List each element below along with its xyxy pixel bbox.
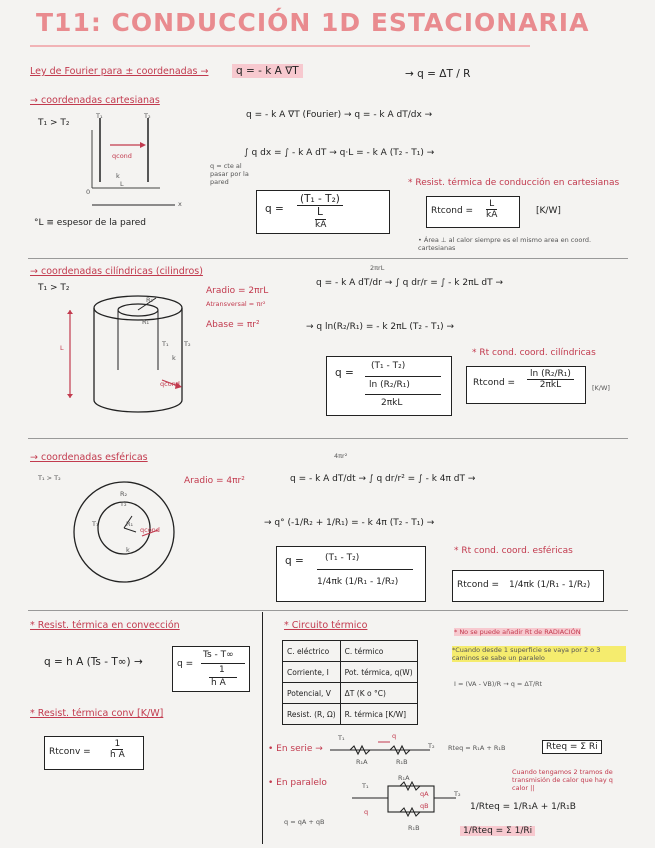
cartesian-wall-diagram bbox=[60, 110, 190, 215]
convection-resistance-header: * Resist. térmica conv [K/W] bbox=[30, 708, 164, 719]
cartesian-result-box: q = $\frac{\text{(T₁ - T₂)}}{L}$ kA bbox=[256, 190, 390, 234]
circuit-note-parallel: *Cuando desde 1 superficie se vaya por 2 o 3 caminos se sabe un paralelo bbox=[452, 646, 626, 662]
parallel-qa: qA bbox=[420, 790, 429, 798]
parallel-r1: R₁A bbox=[398, 774, 410, 782]
cartesian-box-den-top: L bbox=[317, 206, 323, 218]
cylinder-r1: R₁ bbox=[142, 318, 150, 326]
cartesian-res-label: Rtcond = bbox=[431, 206, 474, 216]
spherical-condition: T₁ > T₂ bbox=[38, 474, 61, 482]
cylinder-eq1: q = - k A dT/dr → ∫ q dr/r = ∫ - k 2πL dT → bbox=[316, 278, 503, 288]
parallel-note: Cuando tengamos 2 tramos de transmisión de calor que hay q calor || bbox=[512, 768, 613, 792]
table-cell: Resist. (R, Ω) bbox=[283, 704, 341, 725]
convection-res-num: 1 bbox=[112, 739, 124, 750]
fourier-law: q = - k A ∇T bbox=[232, 64, 303, 78]
cylinder-r2: R₂ bbox=[146, 296, 154, 304]
table-cell: C. eléctrico bbox=[283, 641, 341, 662]
circuit-note-radiation: * No se puede añadir Rt de RADIACIÓN bbox=[454, 628, 581, 636]
cylinder-eq1-above: 2πrL bbox=[370, 264, 385, 272]
sphere-res-label: Rtcond = bbox=[457, 580, 500, 590]
sphere-k: k bbox=[126, 546, 130, 554]
cylinder-t2: T₂ bbox=[184, 340, 191, 348]
table-cell: Potencial, V bbox=[283, 683, 341, 704]
cylinder-box-den-top: ln (R₂/R₁) bbox=[369, 380, 410, 390]
sphere-qcond: qcond bbox=[140, 526, 160, 534]
cylinder-res-num: ln (R₂/R₁) bbox=[527, 369, 574, 380]
cylinder-k: k bbox=[172, 354, 176, 362]
series-t2: T₂ bbox=[428, 742, 435, 750]
parallel-eq-general: 1/Rteq = Σ 1/Ri bbox=[460, 826, 535, 836]
fourier-header: Ley de Fourier para ± coordenadas → bbox=[30, 66, 209, 77]
convection-result-box: q = Ts - T∞ 1 h A bbox=[172, 646, 250, 692]
sphere-r2: R₂ bbox=[120, 490, 128, 498]
series-r2: R₁B bbox=[396, 758, 408, 766]
sphere-eq2: → q° (-1/R₂ + 1/R₁) = - k 4π (T₂ - T₁) → bbox=[264, 518, 435, 528]
cylinder-area2: Atransversal = πr² bbox=[206, 300, 266, 308]
cartesian-t1: T₁ bbox=[96, 112, 103, 120]
cartesian-L: L bbox=[120, 180, 124, 188]
cartesian-t2: T₂ bbox=[144, 112, 151, 120]
cartesian-integral-note: q = cte al pasar por la pared bbox=[210, 162, 249, 186]
cartesian-eq2: ∫ q dx = ∫ - k A dT → q·L = - k A (T₂ - T₁) → bbox=[244, 148, 435, 158]
cylinder-t1: T₁ bbox=[162, 340, 169, 348]
cylinder-res-label: Rtcond = bbox=[473, 378, 516, 388]
parallel-label: • En paralelo bbox=[268, 778, 327, 788]
cartesian-thickness-note: °L ≡ espesor de la pared bbox=[34, 218, 146, 228]
convection-res-den: h A bbox=[110, 750, 125, 760]
series-r1: R₁A bbox=[356, 758, 368, 766]
sphere-box-den: 1/4πk (1/R₁ - 1/R₂) bbox=[317, 577, 399, 587]
circuit-header: * Circuito térmico bbox=[284, 620, 368, 631]
cylinder-eq2: → q ln(R₂/R₁) = - k 2πL (T₂ - T₁) → bbox=[306, 322, 455, 332]
cartesian-header: → coordenadas cartesianas bbox=[30, 95, 160, 106]
sphere-box-num: (T₁ - T₂) bbox=[325, 553, 360, 563]
convection-resistance-box bbox=[44, 736, 144, 770]
cylinder-area2b: Abase = πr² bbox=[206, 320, 260, 330]
series-label: • En serie → bbox=[268, 744, 323, 754]
cartesian-k: k bbox=[116, 172, 120, 180]
parallel-r2: R₁B bbox=[408, 824, 420, 832]
cartesian-res-unit: [K/W] bbox=[536, 206, 561, 216]
cylinder-area1: Aradio = 2πrL bbox=[206, 286, 269, 296]
cartesian-qcond: qcond bbox=[112, 152, 132, 160]
cartesian-eq1: q = - k A ∇T (Fourier) → q = - k A dT/dx → bbox=[246, 110, 433, 120]
cylinder-res-unit: [K/W] bbox=[592, 384, 610, 392]
fourier-alt: → q = ΔT / R bbox=[405, 68, 471, 80]
divider-1 bbox=[28, 258, 628, 259]
series-t1: T₁ bbox=[338, 734, 345, 742]
table-cell: R. térmica [K/W] bbox=[340, 704, 417, 725]
circuit-section-border bbox=[262, 612, 263, 844]
cartesian-resistance-header: * Resist. térmica de conducción en cartesianas bbox=[408, 178, 620, 188]
series-q: q bbox=[392, 732, 397, 740]
cylinder-box-num: (T₁ - T₂) bbox=[371, 361, 406, 371]
sphere-resistance-box bbox=[452, 570, 604, 602]
cylinder-resistance-box bbox=[466, 366, 586, 404]
page-title: T11: CONDUCCIÓN 1D ESTACIONARIA bbox=[36, 8, 590, 37]
sphere-resistance-header: * Rt cond. coord. esféricas bbox=[454, 546, 573, 556]
sphere-t1: T₁ bbox=[92, 520, 99, 528]
circuit-equivalence-table bbox=[282, 640, 418, 725]
title-underline bbox=[30, 45, 530, 47]
cylinder-result-box: q = (T₁ - T₂) ln (R₂/R₁) 2πkL bbox=[326, 356, 452, 416]
parallel-eq: 1/Rteq = 1/R₁A + 1/R₁B bbox=[470, 802, 576, 812]
cylinder-diagram bbox=[88, 290, 208, 415]
cartesian-box-num: (T₁ - T₂) bbox=[297, 193, 343, 206]
circuit-note-ohm: I = (VA - VB)/R → q = ΔT/Rt bbox=[454, 680, 543, 688]
sphere-result-box: q = (T₁ - T₂) 1/4πk (1/R₁ - 1/R₂) bbox=[276, 546, 426, 602]
convection-header: * Resist. térmica en convección bbox=[30, 620, 180, 631]
divider-3 bbox=[28, 610, 628, 611]
divider-2 bbox=[28, 438, 628, 439]
table-cell: Pot. térmica, q(W) bbox=[340, 662, 417, 683]
parallel-q-eq: q = qA + qB bbox=[284, 818, 325, 826]
parallel-q: q bbox=[364, 808, 369, 816]
cylinder-box-den-bot: 2πkL bbox=[381, 398, 403, 408]
spherical-header: → coordenadas esféricas bbox=[30, 452, 148, 463]
convection-res-label: Rtconv = bbox=[49, 747, 91, 757]
sphere-t2: T₂ bbox=[120, 500, 127, 508]
cylinder-resistance-header: * Rt cond. coord. cilíndricas bbox=[472, 348, 596, 358]
convection-box-den-bot: h A bbox=[211, 678, 226, 688]
convection-eq: q = h A (Ts - T∞) → bbox=[44, 656, 143, 668]
cartesian-res-den: kA bbox=[486, 210, 498, 220]
cartesian-zero: 0 bbox=[86, 188, 91, 196]
series-eq-general: Rteq = Σ Ri bbox=[542, 740, 602, 754]
cartesian-box-den-bot: kA bbox=[315, 220, 327, 230]
convection-box-den-top: 1 bbox=[219, 665, 225, 675]
parallel-qb: qB bbox=[420, 802, 429, 810]
cylindrical-header: → coordenadas cilíndricas (cilindros) bbox=[30, 266, 203, 277]
sphere-res-val: 1/4πk (1/R₁ - 1/R₂) bbox=[509, 580, 591, 590]
cylinder-L: L bbox=[60, 344, 64, 352]
series-eq: Rteq = R₁A + R₁B bbox=[448, 744, 506, 752]
table-cell: Corriente, I bbox=[283, 662, 341, 683]
cylindrical-condition: T₁ > T₂ bbox=[38, 283, 70, 293]
sphere-eq1-above: 4πr² bbox=[334, 452, 348, 460]
cartesian-x-axis: x bbox=[178, 200, 182, 208]
cartesian-res-num: L bbox=[486, 199, 497, 210]
cartesian-resistance-box bbox=[426, 196, 520, 228]
cartesian-condition: T₁ > T₂ bbox=[38, 118, 70, 128]
parallel-t1: T₁ bbox=[362, 782, 369, 790]
sphere-eq1: q = - k A dT/dt → ∫ q dr/r² = ∫ - k 4π dT → bbox=[290, 474, 476, 484]
table-cell: C. térmico bbox=[340, 641, 417, 662]
table-cell: ΔT (K o °C) bbox=[340, 683, 417, 704]
cartesian-area-note: • Área ⊥ al calor siempre es el mismo area en coord. cartesianas bbox=[418, 236, 592, 252]
cylinder-length-arrow bbox=[60, 310, 80, 400]
cylinder-qcond: qcond bbox=[160, 380, 180, 388]
sphere-r1: R₁ bbox=[126, 520, 134, 528]
parallel-t2: T₂ bbox=[454, 790, 461, 798]
spherical-area: Aradio = 4πr² bbox=[184, 476, 245, 486]
convection-box-num: Ts - T∞ bbox=[203, 650, 234, 660]
cylinder-res-den: 2πkL bbox=[539, 380, 562, 390]
series-circuit-diagram bbox=[330, 738, 440, 768]
